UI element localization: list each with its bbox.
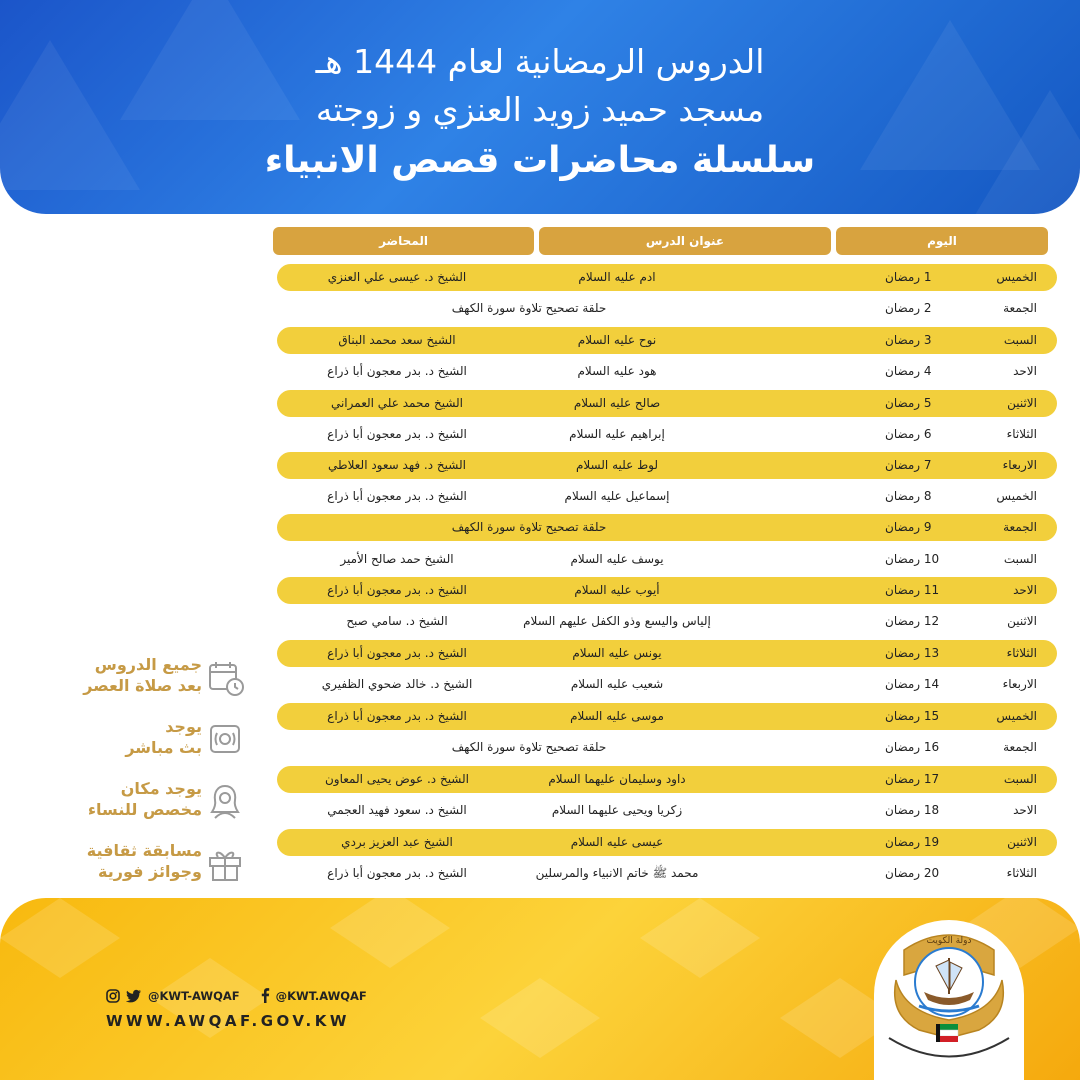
row-day: الاربعاء: [1002, 677, 1037, 691]
row-date: 9 رمضان: [885, 520, 932, 534]
row-lecturer: الشيخ د. بدر معجون أبا ذراع: [327, 364, 467, 378]
row-lecturer: الشيخ د. فهد سعود العلاطي: [328, 458, 466, 472]
row-topic: ادم عليه السلام: [578, 270, 656, 284]
row-lecturer: الشيخ د. بدر معجون أبا ذراع: [327, 427, 467, 441]
row-day: الاحد: [1013, 803, 1037, 817]
row-topic: يونس عليه السلام: [572, 646, 662, 660]
row-lecturer: الشيخ سعد محمد البناق: [338, 333, 456, 347]
table-row: [277, 483, 1057, 510]
row-date: 19 رمضان: [885, 835, 940, 849]
row-lecturer: الشيخ د. بدر معجون أبا ذراع: [327, 646, 467, 660]
facebook-icon[interactable]: [260, 988, 270, 1003]
row-day: السبت: [1003, 333, 1037, 347]
row-lecturer: الشيخ د. عوض يحيى المعاون: [324, 772, 470, 786]
row-date: 6 رمضان: [885, 427, 932, 441]
table-row: [277, 514, 1057, 541]
social-row: [106, 988, 367, 1003]
feature-line: مسابقة ثقافية: [86, 841, 202, 860]
row-topic: عيسى عليه السلام: [570, 835, 664, 849]
feature-women-area: [20, 776, 250, 832]
column-header-topic: عنوان الدرس: [539, 227, 831, 255]
feature-line: بعد صلاة العصر: [83, 676, 202, 695]
row-date: 13 رمضان: [885, 646, 940, 660]
row-date: 11 رمضان: [885, 583, 940, 597]
header-title-series: سلسلة محاضرات قصص الانبياء: [264, 140, 816, 181]
row-topic: يوسف عليه السلام: [570, 552, 664, 566]
row-lecturer: الشيخ د. سعود فهيد العجمي: [327, 803, 467, 817]
ministry-logo: [874, 920, 1024, 1080]
row-date: 10 رمضان: [885, 552, 940, 566]
live-broadcast-icon: [206, 720, 246, 760]
row-date: 8 رمضان: [885, 489, 932, 503]
column-header-lecturer: المحاضر: [273, 227, 534, 255]
social-handle-instagram-twitter[interactable]: @KWT-AWQAF: [148, 988, 240, 1003]
column-header-day: اليوم: [836, 227, 1048, 255]
row-day: الخميس: [996, 489, 1037, 503]
row-day: الثلاثاء: [1006, 866, 1037, 880]
row-topic: حلقة تصحيح تلاوة سورة الكهف: [451, 740, 607, 754]
table-row: [277, 671, 1057, 698]
table-row: [277, 797, 1057, 824]
feature-live-broadcast: [20, 714, 250, 770]
row-topic: زكريا ويحيى عليهما السلام: [551, 803, 683, 817]
row-day: الاحد: [1013, 364, 1037, 378]
row-topic: أيوب عليه السلام: [574, 583, 660, 597]
row-lecturer: الشيخ د. عيسى علي العنزي: [327, 270, 467, 284]
table-row: [277, 546, 1057, 573]
feature-after-asr: [20, 652, 250, 708]
row-topic: إلياس واليسع وذو الكفل عليهم السلام: [523, 614, 711, 628]
feature-line: بث مباشر: [125, 738, 202, 757]
table-row: [277, 390, 1057, 417]
table-row: [277, 860, 1057, 887]
woman-icon: [206, 782, 246, 822]
row-topic: إبراهيم عليه السلام: [569, 427, 665, 441]
row-lecturer: الشيخ د. سامي صبح: [346, 614, 448, 628]
row-topic: شعيب عليه السلام: [570, 677, 664, 691]
table-row: [277, 452, 1057, 479]
row-date: 12 رمضان: [885, 614, 940, 628]
header-title-year: الدروس الرمضانية لعام 1444 هـ: [315, 42, 765, 81]
feature-line: وجوائز فورية: [98, 862, 202, 881]
row-topic: نوح عليه السلام: [577, 333, 657, 347]
header-title-mosque: مسجد حميد زويد العنزي و زوجته: [315, 90, 765, 129]
row-day: الثلاثاء: [1006, 646, 1037, 660]
row-topic: صالح عليه السلام: [573, 396, 661, 410]
row-topic: حلقة تصحيح تلاوة سورة الكهف: [451, 301, 607, 315]
calendar-clock-icon: [206, 658, 246, 698]
feature-line: جميع الدروس: [94, 655, 202, 674]
row-date: 1 رمضان: [885, 270, 932, 284]
instagram-icon[interactable]: [106, 989, 120, 1003]
table-row: [277, 640, 1057, 667]
row-date: 3 رمضان: [885, 333, 932, 347]
table-row: [277, 327, 1057, 354]
table-row: [277, 295, 1057, 322]
row-date: 16 رمضان: [885, 740, 940, 754]
row-topic: محمد ﷺ خاتم الانبياء والمرسلين: [535, 866, 699, 880]
row-lecturer: الشيخ د. بدر معجون أبا ذراع: [327, 709, 467, 723]
table-row: [277, 421, 1057, 448]
table-row: [277, 577, 1057, 604]
row-day: الاحد: [1013, 583, 1037, 597]
row-day: الاثنين: [1007, 396, 1037, 410]
row-day: السبت: [1003, 552, 1037, 566]
row-day: الجمعة: [1003, 520, 1037, 534]
row-date: 4 رمضان: [885, 364, 932, 378]
row-lecturer: الشيخ عبد العزيز بردي: [341, 835, 453, 849]
logo-text: دولة الكويت: [926, 936, 972, 946]
feature-line: يوجد مكان: [120, 779, 202, 798]
row-lecturer: الشيخ د. بدر معجون أبا ذراع: [327, 583, 467, 597]
row-day: الاربعاء: [1002, 458, 1037, 472]
row-lecturer: الشيخ د. بدر معجون أبا ذراع: [327, 489, 467, 503]
feature-quiz-prizes: [20, 838, 250, 894]
row-day: الثلاثاء: [1006, 427, 1037, 441]
row-topic: موسى عليه السلام: [570, 709, 664, 723]
row-date: 7 رمضان: [885, 458, 932, 472]
row-date: 17 رمضان: [885, 772, 940, 786]
social-handle-facebook[interactable]: @KWT.AWQAF: [275, 988, 367, 1003]
row-date: 18 رمضان: [885, 803, 940, 817]
row-date: 5 رمضان: [885, 396, 932, 410]
row-date: 15 رمضان: [885, 709, 940, 723]
row-lecturer: الشيخ د. بدر معجون أبا ذراع: [327, 866, 467, 880]
table-row: [277, 703, 1057, 730]
row-day: الاثنين: [1007, 835, 1037, 849]
row-date: 20 رمضان: [885, 866, 940, 880]
table-row: [277, 766, 1057, 793]
header-banner: [0, 0, 1080, 214]
row-topic: حلقة تصحيح تلاوة سورة الكهف: [451, 520, 607, 534]
row-topic: هود عليه السلام: [577, 364, 657, 378]
row-topic: إسماعيل عليه السلام: [564, 489, 670, 503]
feature-line: مخصص للنساء: [87, 800, 202, 819]
row-day: الخميس: [996, 709, 1037, 723]
table-row: [277, 358, 1057, 385]
row-day: السبت: [1003, 772, 1037, 786]
row-lecturer: الشيخ محمد علي العمراني: [330, 396, 464, 410]
row-day: الخميس: [996, 270, 1037, 284]
table-row: [277, 829, 1057, 856]
row-date: 14 رمضان: [885, 677, 940, 691]
table-row: [277, 608, 1057, 635]
row-date: 2 رمضان: [885, 301, 932, 315]
gift-icon: [206, 844, 246, 884]
row-lecturer: الشيخ د. خالد ضحوي الظفيري: [321, 677, 473, 691]
row-day: الاثنين: [1007, 614, 1037, 628]
row-day: الجمعة: [1003, 301, 1037, 315]
table-row: [277, 734, 1057, 761]
row-topic: لوط عليه السلام: [575, 458, 659, 472]
twitter-icon[interactable]: [126, 989, 142, 1003]
row-day: الجمعة: [1003, 740, 1037, 754]
row-lecturer: الشيخ حمد صالح الأمير: [340, 552, 454, 566]
website-link[interactable]: WWW.AWQAF.GOV.KW: [106, 1012, 350, 1030]
row-topic: داود وسليمان عليهما السلام: [548, 772, 686, 786]
table-row: [277, 264, 1057, 291]
feature-line: يوجد: [165, 717, 202, 736]
